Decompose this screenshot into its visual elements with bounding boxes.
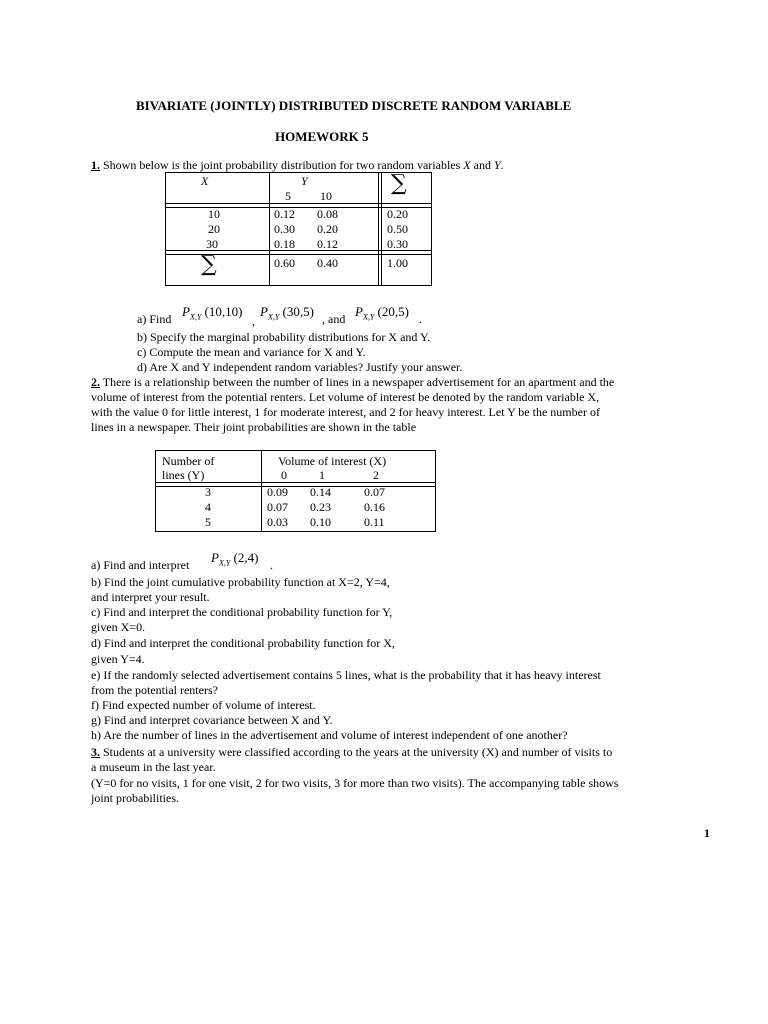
q1-cell: 0.12 [274, 207, 295, 221]
q2-col-header: Volume of interest (X) [278, 454, 387, 468]
q2-part-d-1: d) Find and interpret the conditional probability function for X, [91, 636, 395, 650]
q1-part-b: b) Specify the marginal probability distributions for X and Y. [137, 330, 431, 344]
q1-part-a-and: , and [322, 312, 346, 326]
q1-sigma-col: ∑ [391, 171, 407, 196]
q1-row-total: 0.30 [387, 237, 408, 251]
q1-part-a-p1-args: (10,10) [204, 304, 243, 319]
q1-x-value: 20 [208, 222, 220, 236]
q2-line-2: volume of interest from the potential renters. Let volume of interest be denoted by the random variable X, [91, 390, 600, 404]
q2-part-b-2: and interpret your result. [91, 590, 210, 604]
q1-number: 1. [91, 158, 100, 172]
q1-cell: 0.18 [274, 237, 295, 251]
q2-part-a-dot: . [270, 558, 273, 572]
q2-number: 2. [91, 375, 100, 389]
q1-y-header: Y [301, 174, 308, 188]
page-number: 1 [704, 826, 710, 840]
q1-y-value-10: 10 [320, 189, 332, 203]
q2-part-c-1: c) Find and interpret the conditional probability function for Y, [91, 605, 393, 619]
q1-sigma-row: ∑ [201, 252, 217, 277]
q1-end: . [500, 158, 504, 172]
q1-cell: 0.20 [317, 222, 338, 236]
q2-cell: 0.03 [267, 515, 288, 529]
q2-row-header-1: Number of [162, 454, 215, 468]
q1-part-d: d) Are X and Y independent random variables? Justify your answer. [137, 360, 463, 374]
q2-x-value: 2 [373, 468, 379, 482]
q3-line-2: a museum in the last year. [91, 760, 216, 774]
q1-x-value: 30 [206, 237, 218, 251]
q1-part-a-dot: . [419, 312, 422, 326]
q1-col-total: 0.60 [274, 256, 295, 270]
q2-part-h: h) Are the number of lines in the advertisement and volume of interest independent of one another? [91, 728, 568, 742]
q2-part-a-p: $P_{X,Y}$ (2,4) [211, 550, 259, 568]
q3-line-3: (Y=0 for no visits, 1 for one visit, 2 for two visits, 3 for more than two visits). The accompanying table shows [91, 776, 619, 790]
q1-part-a-p1: $P_{X,Y}$ (10,10) [182, 304, 243, 322]
q3-line-4: joint probabilities. [91, 791, 179, 805]
q2-part-a-p-args: (2,4) [233, 550, 259, 565]
homework-heading: HOMEWORK 5 [275, 129, 369, 144]
q2-part-b-1: b) Find the joint cumulative probability function at X=2, Y=4, [91, 575, 390, 589]
q1-row-total: 0.20 [387, 207, 408, 221]
q2-part-c-2: given X=0. [91, 620, 146, 634]
q2-part-f: f) Find expected number of volume of interest. [91, 698, 316, 712]
q2-line-1 [91, 375, 614, 390]
q1-grand-total: 1.00 [387, 256, 408, 270]
q2-part-d-2: given Y=4. [91, 652, 145, 666]
q2-cell: 0.23 [310, 500, 331, 514]
q1-x-value: 10 [208, 207, 220, 221]
q1-x-header: X [201, 174, 209, 188]
q2-x-value: 1 [319, 468, 325, 482]
q2-part-e-1: e) If the randomly selected advertisement contains 5 lines, what is the probability that it has heavy interest [91, 668, 601, 682]
q2-joint-table [155, 450, 436, 532]
q2-y-value: 4 [205, 500, 211, 514]
q2-cell: 0.16 [364, 500, 385, 514]
q1-cell: 0.30 [274, 222, 295, 236]
q2-part-g: g) Find and interpret covariance between X and Y. [91, 713, 333, 727]
q2-x-value: 0 [281, 468, 287, 482]
q1-part-a-comma: , [252, 314, 255, 328]
q1-part-a-p2: $P_{X,Y}$ (30,5) [260, 304, 314, 322]
q2-cell: 0.11 [364, 515, 385, 529]
q2-cell: 0.14 [310, 485, 331, 499]
q1-row-total: 0.50 [387, 222, 408, 236]
q2-part-e-2: from the potential renters? [91, 683, 218, 697]
q3-line-1 [91, 745, 612, 760]
q1-cell: 0.08 [317, 207, 338, 221]
q1-y-value-5: 5 [285, 189, 291, 203]
q1-var-y: Y [493, 158, 501, 172]
q2-cell: 0.07 [267, 500, 288, 514]
document-title: BIVARIATE (JOINTLY) DISTRIBUTED DISCRETE RANDOM VARIABLE [136, 98, 572, 113]
q2-cell: 0.09 [267, 485, 288, 499]
q2-line-3: with the value 0 for little interest, 1 for moderate interest, and 2 for heavy interest. Let Y be the number of [91, 405, 600, 419]
q2-y-value: 3 [205, 485, 211, 499]
q1-part-a-p3-args: (20,5) [377, 304, 409, 319]
q1-part-a-p3: $P_{X,Y}$ (20,5) [355, 304, 409, 322]
q1-part-c: c) Compute the mean and variance for X and Y. [137, 345, 366, 359]
q2-row-header-2: lines (Y) [162, 468, 205, 482]
q1-and: and [470, 158, 494, 172]
q1-part-a-p2-args: (30,5) [282, 304, 314, 319]
q2-y-value: 5 [205, 515, 211, 529]
q1-intro [91, 158, 504, 173]
q2-cell: 0.10 [310, 515, 331, 529]
q2-line-4: lines in a newspaper. Their joint probabilities are shown in the table [91, 420, 417, 434]
q2-text-1: There is a relationship between the number of lines in a newspaper advertisement for an apartment and the [100, 375, 615, 389]
q1-var-x: X [463, 158, 471, 172]
q3-number: 3. [91, 745, 100, 759]
q1-col-total: 0.40 [317, 256, 338, 270]
q1-part-a-prefix: a) Find [137, 312, 172, 326]
q1-joint-table [165, 172, 432, 286]
q2-part-a-prefix: a) Find and interpret [91, 558, 190, 572]
q3-text-1: Students at a university were classified according to the years at the university (X) and number of visits to [100, 745, 613, 759]
q1-cell: 0.12 [317, 237, 338, 251]
q2-cell: 0.07 [364, 485, 385, 499]
q1-text: Shown below is the joint probability distribution for two random variables [100, 158, 464, 172]
